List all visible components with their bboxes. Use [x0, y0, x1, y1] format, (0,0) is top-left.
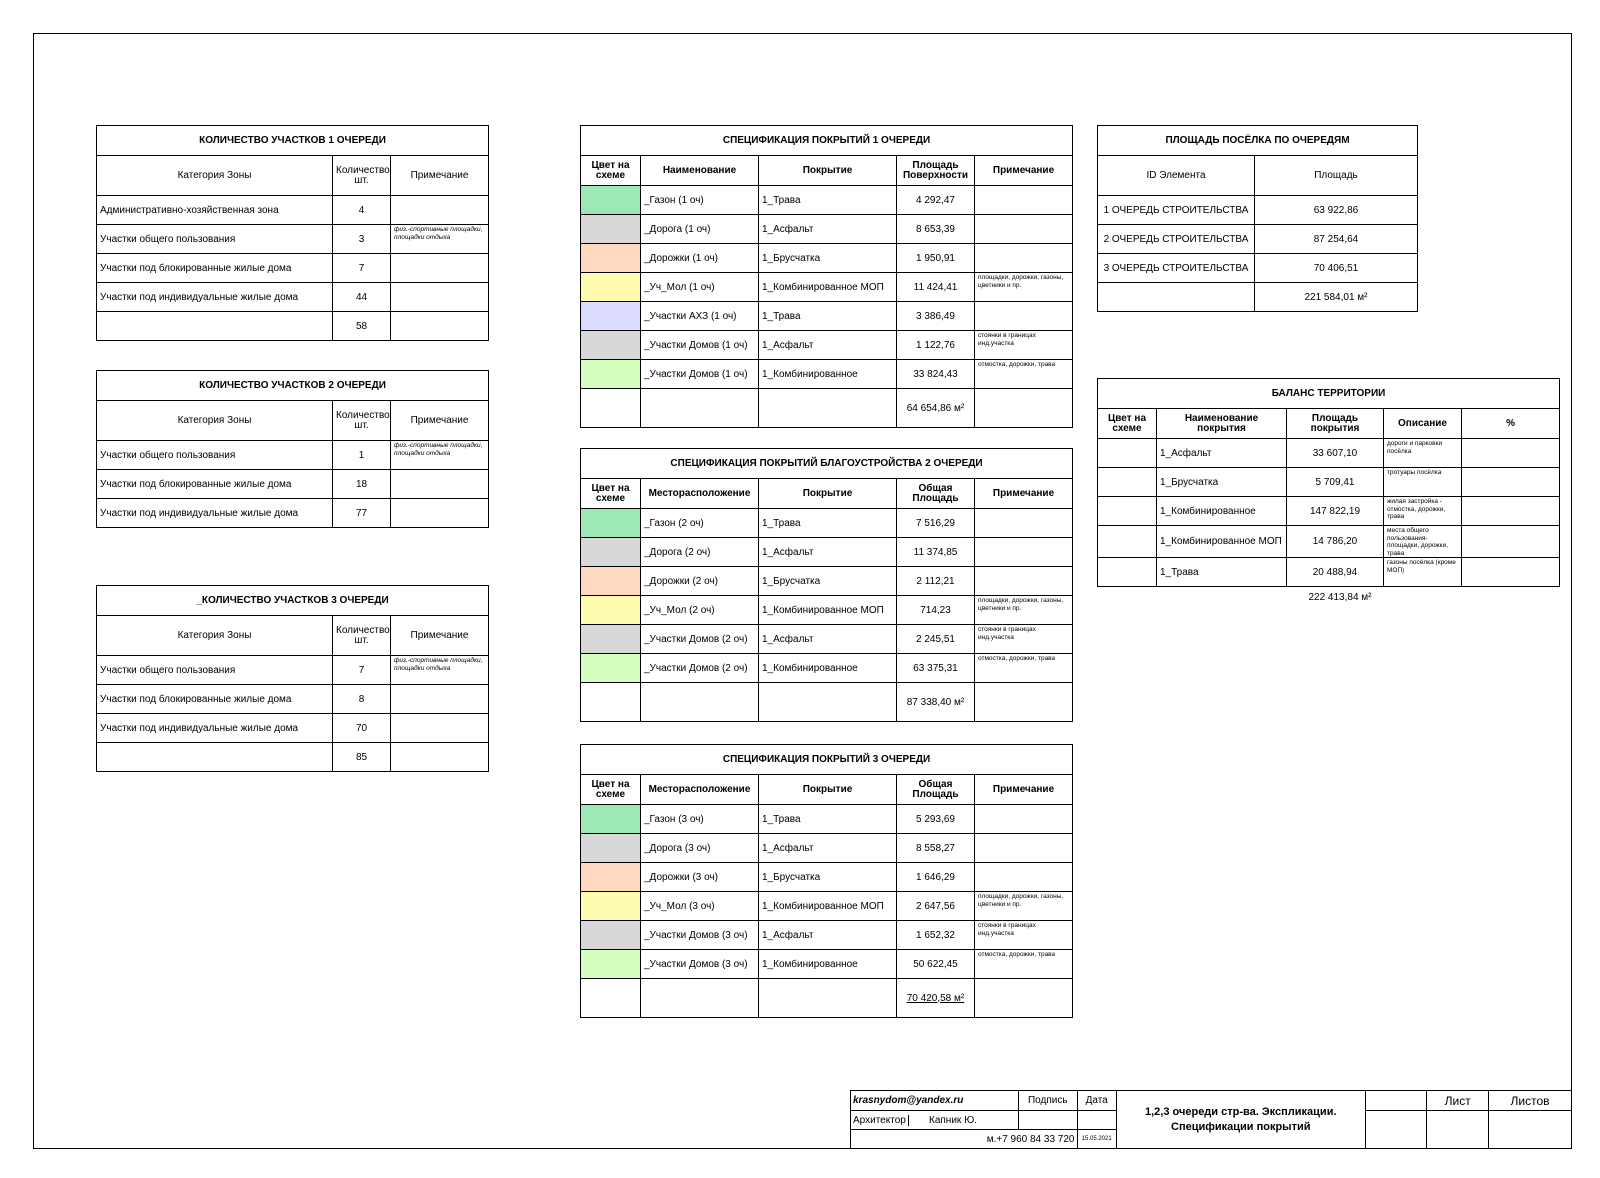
- empty-cell: [581, 683, 641, 722]
- name-cell: 1_Брусчатка: [1157, 468, 1287, 497]
- empty-cell: [759, 979, 897, 1018]
- note-cell: [975, 538, 1073, 567]
- col-header: Количество шт.: [333, 616, 391, 656]
- table-title: БАЛАНС ТЕРРИТОРИИ: [1098, 379, 1560, 409]
- table-row: [581, 331, 1073, 360]
- col-header: Примечание: [975, 775, 1073, 805]
- col-header: Наименование: [641, 156, 759, 186]
- empty-cell: [641, 389, 759, 428]
- col-header: Цвет на схеме: [581, 156, 641, 186]
- author-name: Капник Ю.: [929, 1114, 977, 1126]
- qty-cell: 77: [333, 499, 391, 528]
- area-cell: 5 709,41: [1287, 468, 1384, 497]
- note-cell: [391, 714, 489, 743]
- table-row: [97, 656, 489, 685]
- note-cell: площадки, дорожки, газоны, цветники и пр.: [975, 596, 1073, 625]
- note-cell: [391, 196, 489, 225]
- desc-cell: места общего пользования-площадки, дорожки, трава: [1384, 526, 1462, 558]
- name-cell: _Дорожки (1 оч): [641, 244, 759, 273]
- note-cell: [391, 470, 489, 499]
- name-cell: _Уч_Мол (1 оч): [641, 273, 759, 302]
- note-cell: отмостка, дорожки, трава: [975, 360, 1073, 389]
- sheet-number: [1427, 1111, 1489, 1149]
- note-cell: [975, 215, 1073, 244]
- area-cell: 33 607,10: [1287, 439, 1384, 468]
- name-cell: _Участки Домов (3 оч): [641, 950, 759, 979]
- color-swatch: [581, 302, 641, 331]
- category-cell: Участки под блокированные жилые дома: [97, 254, 333, 283]
- sheet-title: 1,2,3 очереди стр-ва. Экспликации. Спецификации покрытий: [1116, 1091, 1365, 1149]
- col-header: Количество шт.: [333, 156, 391, 196]
- table-row: [97, 254, 489, 283]
- author-cell: [851, 1111, 1019, 1130]
- date-label: Дата: [1077, 1091, 1116, 1111]
- col-header: Примечание: [391, 156, 489, 196]
- color-swatch: [581, 950, 641, 979]
- note-cell: [975, 244, 1073, 273]
- percent-cell: [1462, 526, 1560, 558]
- qty-cell: 70: [333, 714, 391, 743]
- col-header: %: [1462, 409, 1560, 439]
- area-cell: 1 950,91: [897, 244, 975, 273]
- category-cell: Участки общего пользования: [97, 441, 333, 470]
- empty-cell: [1077, 1111, 1116, 1130]
- name-cell: _Уч_Мол (3 оч): [641, 892, 759, 921]
- color-swatch: [581, 654, 641, 683]
- cover-cell: 1_Асфальт: [759, 331, 897, 360]
- cover-cell: 1_Трава: [759, 805, 897, 834]
- col-header: Месторасположение: [641, 775, 759, 805]
- table-row: [581, 273, 1073, 302]
- area-cell: 2 112,21: [897, 567, 975, 596]
- name-cell: 1_Комбинированное: [1157, 497, 1287, 526]
- id-cell: 2 ОЧЕРЕДЬ СТРОИТЕЛЬСТВА: [1098, 225, 1255, 254]
- table-row: [581, 892, 1073, 921]
- spec2-table: [580, 448, 1073, 722]
- category-cell: Участки под блокированные жилые дома: [97, 470, 333, 499]
- empty-cell: [391, 312, 489, 341]
- area-cell: 11 374,85: [897, 538, 975, 567]
- qty-cell: 18: [333, 470, 391, 499]
- cover-cell: 1_Комбинированное МОП: [759, 892, 897, 921]
- col-header: Цвет на схеме: [581, 479, 641, 509]
- note-cell: стоянки в границах инд.участка: [975, 625, 1073, 654]
- cover-cell: 1_Комбинированное МОП: [759, 596, 897, 625]
- table-title: КОЛИЧЕСТВО УЧАСТКОВ 1 ОЧЕРЕДИ: [97, 126, 489, 156]
- percent-cell: [1462, 439, 1560, 468]
- area-cell: 87 254,64: [1255, 225, 1418, 254]
- col-header: Общая Площадь: [897, 775, 975, 805]
- empty-cell: [1019, 1111, 1077, 1130]
- table-row: [1098, 439, 1560, 468]
- desc-cell: дороги и парковки посёлка: [1384, 439, 1462, 468]
- color-swatch: [581, 805, 641, 834]
- table-row: [1098, 497, 1560, 526]
- note-cell: стоянки в границах инд.участка: [975, 331, 1073, 360]
- color-cell: [1098, 439, 1157, 468]
- cover-cell: 1_Асфальт: [759, 921, 897, 950]
- table-row: [97, 196, 489, 225]
- col-header: Примечание: [391, 401, 489, 441]
- empty-cell: [759, 389, 897, 428]
- table-row: [581, 625, 1073, 654]
- cover-cell: 1_Брусчатка: [759, 567, 897, 596]
- territory-balance-table: [1097, 378, 1560, 587]
- name-cell: 1_Трава: [1157, 558, 1287, 587]
- table-row: [581, 509, 1073, 538]
- qty-cell: 8: [333, 685, 391, 714]
- name-cell: _Газон (1 оч): [641, 186, 759, 215]
- color-cell: [1098, 497, 1157, 526]
- area-cell: 63 375,31: [897, 654, 975, 683]
- area-cell: 63 922,86: [1255, 196, 1418, 225]
- area-cell: 3 386,49: [897, 302, 975, 331]
- category-cell: Участки общего пользования: [97, 656, 333, 685]
- area-cell: 1 122,76: [897, 331, 975, 360]
- q3-plots-table: [96, 585, 489, 772]
- area-cell: 1 652,32: [897, 921, 975, 950]
- col-header: ID Элемента: [1098, 156, 1255, 196]
- col-header: Примечание: [975, 479, 1073, 509]
- cover-cell: 1_Комбинированное МОП: [759, 273, 897, 302]
- total-area: 221 584,01 м²: [1255, 283, 1418, 312]
- name-cell: 1_Асфальт: [1157, 439, 1287, 468]
- color-swatch: [581, 360, 641, 389]
- col-header: Примечание: [391, 616, 489, 656]
- name-cell: _Дорожки (3 оч): [641, 863, 759, 892]
- role-label: Архитектор: [851, 1115, 909, 1126]
- area-cell: 147 822,19: [1287, 497, 1384, 526]
- note-cell: площадки, дорожки, газоны, цветники и пр.: [975, 892, 1073, 921]
- color-swatch: [581, 509, 641, 538]
- table-row: [581, 538, 1073, 567]
- q1-plots-table: [96, 125, 489, 341]
- table-row: [97, 470, 489, 499]
- table-row: [581, 596, 1073, 625]
- color-swatch: [581, 834, 641, 863]
- table-row: [97, 225, 489, 254]
- cover-cell: 1_Комбинированное: [759, 950, 897, 979]
- col-header: Площадь Поверхности: [897, 156, 975, 186]
- area-cell: 11 424,41: [897, 273, 975, 302]
- table-row: [581, 805, 1073, 834]
- empty-cell: [97, 312, 333, 341]
- table-row: [1098, 468, 1560, 497]
- category-cell: Участки под индивидуальные жилые дома: [97, 714, 333, 743]
- id-cell: 3 ОЧЕРЕДЬ СТРОИТЕЛЬСТВА: [1098, 254, 1255, 283]
- table-row: [581, 834, 1073, 863]
- cover-cell: 1_Асфальт: [759, 625, 897, 654]
- spec1-table: [580, 125, 1073, 428]
- col-header: Описание: [1384, 409, 1462, 439]
- table-row: [1098, 225, 1418, 254]
- name-cell: _Участки Домов (3 оч): [641, 921, 759, 950]
- color-swatch: [581, 538, 641, 567]
- area-cell: 14 786,20: [1287, 526, 1384, 558]
- col-header: Покрытие: [759, 775, 897, 805]
- id-cell: 1 ОЧЕРЕДЬ СТРОИТЕЛЬСТВА: [1098, 196, 1255, 225]
- area-cell: 2 245,51: [897, 625, 975, 654]
- table-title: СПЕЦИФИКАЦИЯ ПОКРЫТИЙ БЛАГОУСТРОЙСТВА 2 ОЧЕРЕДИ: [581, 449, 1073, 479]
- color-cell: [1098, 468, 1157, 497]
- cover-cell: 1_Комбинированное: [759, 654, 897, 683]
- qty-cell: 7: [333, 656, 391, 685]
- area-cell: 1 646,29: [897, 863, 975, 892]
- total-area: 87 338,40 м²: [897, 683, 975, 722]
- desc-cell: тротуары посёлка: [1384, 468, 1462, 497]
- empty-cell: [759, 683, 897, 722]
- note-cell: [975, 302, 1073, 331]
- col-header: Покрытие: [759, 156, 897, 186]
- col-header: Площадь покрытия: [1287, 409, 1384, 439]
- table-row: [97, 714, 489, 743]
- name-cell: _Газон (2 оч): [641, 509, 759, 538]
- category-cell: Участки под блокированные жилые дома: [97, 685, 333, 714]
- table-row: [581, 244, 1073, 273]
- note-cell: стоянки в границах инд.участка: [975, 921, 1073, 950]
- area-cell: 20 488,94: [1287, 558, 1384, 587]
- table-title: КОЛИЧЕСТВО УЧАСТКОВ 2 ОЧЕРЕДИ: [97, 371, 489, 401]
- color-cell: [1098, 558, 1157, 587]
- cover-cell: 1_Комбинированное: [759, 360, 897, 389]
- note-cell: [391, 283, 489, 312]
- total-area: 70 420,58 м²: [897, 979, 975, 1018]
- table-row: [581, 360, 1073, 389]
- table-title: СПЕЦИФИКАЦИЯ ПОКРЫТИЙ 3 ОЧЕРЕДИ: [581, 745, 1073, 775]
- sheets-count: [1489, 1111, 1572, 1149]
- table-row: [1098, 254, 1418, 283]
- col-header: Месторасположение: [641, 479, 759, 509]
- color-cell: [1098, 526, 1157, 558]
- name-cell: _Участки Домов (1 оч): [641, 331, 759, 360]
- table-title: ПЛОЩАДЬ ПОСЁЛКА ПО ОЧЕРЕДЯМ: [1098, 126, 1418, 156]
- note-cell: физ.-спортивные площадки, площадки отдыха: [391, 225, 489, 254]
- qty-cell: 7: [333, 254, 391, 283]
- empty-cell: [1365, 1111, 1427, 1149]
- note-cell: [391, 254, 489, 283]
- table-row: [1098, 526, 1560, 558]
- spec3-table: [580, 744, 1073, 1018]
- table-row: [581, 950, 1073, 979]
- name-cell: _Дорожки (2 оч): [641, 567, 759, 596]
- author-email: krasnydom@yandex.ru: [851, 1091, 1019, 1111]
- table-title: СПЕЦИФИКАЦИЯ ПОКРЫТИЙ 1 ОЧЕРЕДИ: [581, 126, 1073, 156]
- area-cell: 714,23: [897, 596, 975, 625]
- name-cell: _Участки Домов (2 оч): [641, 654, 759, 683]
- name-cell: _Уч_Мол (2 оч): [641, 596, 759, 625]
- color-swatch: [581, 596, 641, 625]
- category-cell: Участки под индивидуальные жилые дома: [97, 283, 333, 312]
- percent-cell: [1462, 468, 1560, 497]
- qty-cell: 44: [333, 283, 391, 312]
- table-row: [97, 283, 489, 312]
- qty-cell: 1: [333, 441, 391, 470]
- table-row: [581, 215, 1073, 244]
- color-swatch: [581, 186, 641, 215]
- name-cell: _Участки Домов (1 оч): [641, 360, 759, 389]
- area-cell: 70 406,51: [1255, 254, 1418, 283]
- name-cell: _Дорога (3 оч): [641, 834, 759, 863]
- table-title: _КОЛИЧЕСТВО УЧАСТКОВ 3 ОЧЕРЕДИ: [97, 586, 489, 616]
- percent-cell: [1462, 558, 1560, 587]
- empty-cell: [641, 683, 759, 722]
- color-swatch: [581, 567, 641, 596]
- col-header: Количество шт.: [333, 401, 391, 441]
- empty-cell: [975, 979, 1073, 1018]
- color-swatch: [581, 215, 641, 244]
- name-cell: 1_Комбинированное МОП: [1157, 526, 1287, 558]
- percent-cell: [1462, 497, 1560, 526]
- note-cell: [391, 499, 489, 528]
- empty-cell: [975, 389, 1073, 428]
- total-qty: 58: [333, 312, 391, 341]
- area-cell: 7 516,29: [897, 509, 975, 538]
- col-header: Цвет на схеме: [581, 775, 641, 805]
- note-cell: [975, 509, 1073, 538]
- empty-cell: [581, 979, 641, 1018]
- note-cell: физ.-спортивные площадки, площадки отдыха: [391, 656, 489, 685]
- empty-cell: [581, 389, 641, 428]
- col-header: Общая Площадь: [897, 479, 975, 509]
- area-cell: 8 653,39: [897, 215, 975, 244]
- table-row: [581, 921, 1073, 950]
- sheet-label: Лист: [1427, 1091, 1489, 1111]
- date-value: 15.05.2021: [1077, 1130, 1116, 1149]
- cover-cell: 1_Асфальт: [759, 834, 897, 863]
- name-cell: _Дорога (1 оч): [641, 215, 759, 244]
- empty-cell: [97, 743, 333, 772]
- name-cell: _Газон (3 оч): [641, 805, 759, 834]
- table-row: [97, 685, 489, 714]
- empty-cell: [391, 743, 489, 772]
- table-row: [1098, 558, 1560, 587]
- note-cell: [975, 805, 1073, 834]
- color-swatch: [581, 273, 641, 302]
- name-cell: _Дорога (2 оч): [641, 538, 759, 567]
- total-qty: 85: [333, 743, 391, 772]
- note-cell: площадки, дорожки, газоны, цветники и пр.: [975, 273, 1073, 302]
- col-header: Примечание: [975, 156, 1073, 186]
- cover-cell: 1_Асфальт: [759, 215, 897, 244]
- qty-cell: 4: [333, 196, 391, 225]
- note-cell: [975, 834, 1073, 863]
- area-cell: 2 647,56: [897, 892, 975, 921]
- note-cell: [975, 567, 1073, 596]
- table-row: [581, 863, 1073, 892]
- name-cell: _Участки Домов (2 оч): [641, 625, 759, 654]
- table-row: [97, 499, 489, 528]
- note-cell: физ.-спортивные площадки, площадки отдыха: [391, 441, 489, 470]
- table-row: [581, 654, 1073, 683]
- note-cell: [975, 186, 1073, 215]
- sheets-label: Листов: [1489, 1091, 1572, 1111]
- title-block: [850, 1090, 1572, 1149]
- note-cell: [975, 863, 1073, 892]
- sign-label: Подпись: [1019, 1091, 1077, 1111]
- desc-cell: газоны посёлка (кроме МОП): [1384, 558, 1462, 587]
- table-row: [581, 567, 1073, 596]
- area-cell: 8 558,27: [897, 834, 975, 863]
- empty-cell: [1365, 1091, 1427, 1111]
- col-header: Категория Зоны: [97, 401, 333, 441]
- area-by-queue-table: [1097, 125, 1418, 312]
- area-cell: 33 824,43: [897, 360, 975, 389]
- empty-cell: [1098, 283, 1255, 312]
- col-header: Наименование покрытия: [1157, 409, 1287, 439]
- note-cell: отмостка, дорожки, трава: [975, 950, 1073, 979]
- color-swatch: [581, 921, 641, 950]
- note-cell: отмостка, дорожки, трава: [975, 654, 1073, 683]
- area-cell: 50 622,45: [897, 950, 975, 979]
- empty-cell: [641, 979, 759, 1018]
- q2-plots-table: [96, 370, 489, 528]
- col-header: Покрытие: [759, 479, 897, 509]
- category-cell: Участки под индивидуальные жилые дома: [97, 499, 333, 528]
- color-swatch: [581, 244, 641, 273]
- table-row: [1098, 196, 1418, 225]
- category-cell: Участки общего пользования: [97, 225, 333, 254]
- cover-cell: 1_Брусчатка: [759, 244, 897, 273]
- color-swatch: [581, 331, 641, 360]
- total-area: 64 654,86 м²: [897, 389, 975, 428]
- area-cell: 5 293,69: [897, 805, 975, 834]
- qty-cell: 3: [333, 225, 391, 254]
- category-cell: Административно-хозяйственная зона: [97, 196, 333, 225]
- col-header: Площадь: [1255, 156, 1418, 196]
- cover-cell: 1_Брусчатка: [759, 863, 897, 892]
- area-cell: 4 292,47: [897, 186, 975, 215]
- cover-cell: 1_Трава: [759, 186, 897, 215]
- balance-total: 222 413,84 м²: [1308, 592, 1372, 603]
- col-header: Цвет на схеме: [1098, 409, 1157, 439]
- table-row: [97, 441, 489, 470]
- color-swatch: [581, 863, 641, 892]
- color-swatch: [581, 625, 641, 654]
- cover-cell: 1_Трава: [759, 509, 897, 538]
- note-cell: [391, 685, 489, 714]
- desc-cell: жилая застройка - отмостка, дорожки, трава: [1384, 497, 1462, 526]
- color-swatch: [581, 892, 641, 921]
- table-row: [581, 186, 1073, 215]
- col-header: Категория Зоны: [97, 156, 333, 196]
- cover-cell: 1_Асфальт: [759, 538, 897, 567]
- table-row: [581, 302, 1073, 331]
- col-header: Категория Зоны: [97, 616, 333, 656]
- cover-cell: 1_Трава: [759, 302, 897, 331]
- name-cell: _Участки АХЗ (1 оч): [641, 302, 759, 331]
- empty-cell: [975, 683, 1073, 722]
- phone: м.+7 960 84 33 720: [851, 1130, 1078, 1149]
